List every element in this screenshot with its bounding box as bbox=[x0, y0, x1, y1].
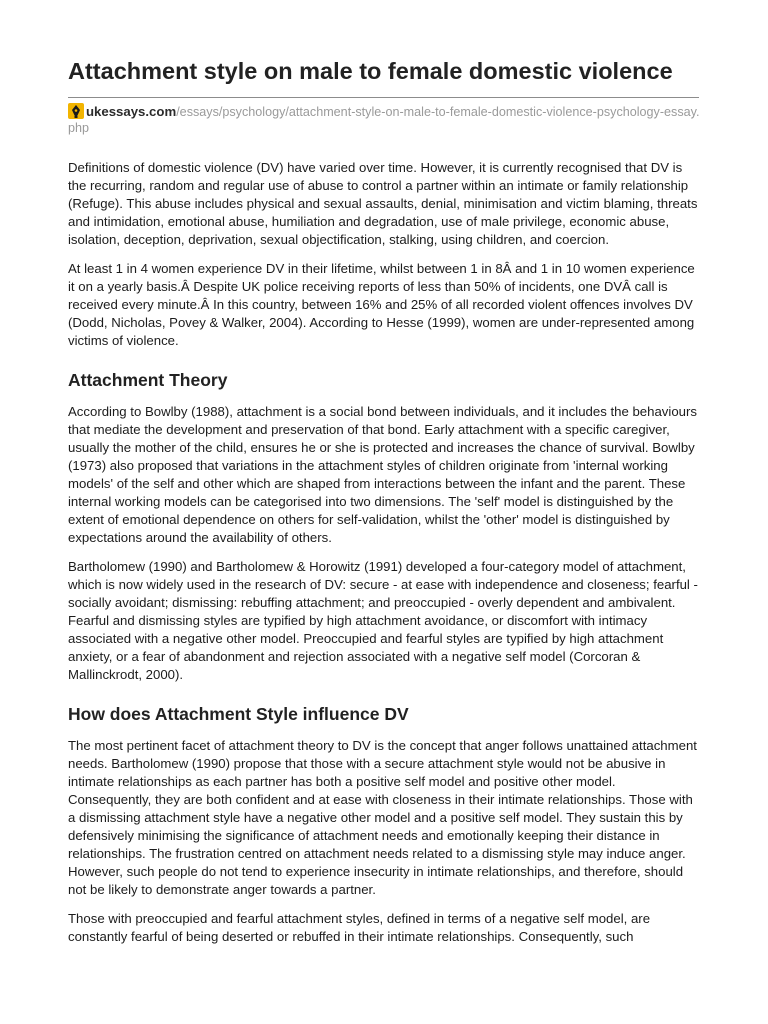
paragraph-bowlby: According to Bowlby (1988), attachment is a social bond between individuals, and it includes the behaviours that mediate the development and preservation of that bond. Early attachment with a specific caregiver, usually the mother of the child, ensures he or she is protected and increases the chance of survival. Bowlby (1973) also proposed that variations in the attachment styles of children originate from 'internal working models' of the self and other which are shaped from interactions between the infant and the parent. These internal working models can be categorised into two dimensions. The 'self' model is distinguished by the extent of emotional dependence on others for self-validation, whilst the 'other' model is distinguished by expectations around the availability of others. bbox=[68, 404, 697, 545]
source-line bbox=[68, 103, 700, 136]
paragraph-anger: The most pertinent facet of attachment theory to DV is the concept that anger follows unattained attachment needs. Bartholomew (1990) propose that those with a secure attachment style would not be abusive in intimate relationships as each partner has both a positive self model and positive other model. Consequently, they are both confident and at ease with closeness in their intimate relationships. Those with a dismissing attachment style have a negative other model and a positive self model. They sustain this by defensively minimising the significance of attachment needs and emotionally keeping their distance in relationships. The frustration centred on attachment needs related to a dismissing style may induce anger. However, such people do not tend to experience insecurity in intimate relationships, and therefore, should not be likely to demonstrate anger towards a partner. bbox=[68, 738, 697, 897]
document-page bbox=[68, 56, 700, 957]
article-body bbox=[68, 159, 700, 946]
pen-nib-icon bbox=[68, 103, 84, 119]
paragraph-prevalence: At least 1 in 4 women experience DV in their lifetime, whilst between 1 in 8Â and 1 in 10 women experience it on a yearly basis.Â Despite UK police receiving reports of less than 50% of incidents, one DVÂ call is received every minute.Â In this country, between 16% and 25% of all recorded violent offences involves DV (Dodd, Nicholas, Povey & Walker, 2004). According to Hesse (1999), women are under-represented among victims of violence. bbox=[68, 261, 695, 348]
document-title: Attachment style on male to female domestic violence bbox=[68, 58, 673, 84]
paragraph-definitions: Definitions of domestic violence (DV) have varied over time. However, it is currently recognised that DV is the recurring, random and regular use of abuse to control a partner within an intimate or family relationship (Refuge). This abuse includes physical and sexual assaults, denial, minimisation and victim blaming, threats and intimidation, emotional abuse, humiliation and degradation, use of male privilege, economic abuse, isolation, deception, deprivation, sexual objectification, stalking, using children, and coercion. bbox=[68, 160, 698, 247]
source-path-link[interactable]: /essays/psychology/attachment-style-on-male-to-female-domestic-violence-psychology-essay.php bbox=[68, 105, 700, 135]
heading-attachment-influence: How does Attachment Style influence DV bbox=[68, 704, 409, 724]
source-domain-link[interactable]: ukessays.com bbox=[86, 104, 177, 119]
heading-attachment-theory: Attachment Theory bbox=[68, 370, 228, 390]
paragraph-bartholomew: Bartholomew (1990) and Bartholomew & Horowitz (1991) developed a four-category model of attachment, which is now widely used in the research of DV: secure - at ease with independence and closeness; fearful - socially avoidant; dismissing: rebuffing attachment; and preoccupied - overly dependent and ambivalent. Fearful and dismissing styles are typified by high attachment avoidance, or discomfort with intimacy associated with a negative other model. Preoccupied and fearful styles are typified by high attachment anxiety, or a fear of abandonment and rejection associated with a negative self model (Corcoran & Mallinckrodt, 2000). bbox=[68, 559, 698, 682]
paragraph-preoccupied: Those with preoccupied and fearful attachment styles, defined in terms of a negative self model, are constantly fearful of being deserted or rebuffed in their intimate relationships. Consequently, such bbox=[68, 911, 651, 944]
title-divider bbox=[68, 97, 699, 98]
